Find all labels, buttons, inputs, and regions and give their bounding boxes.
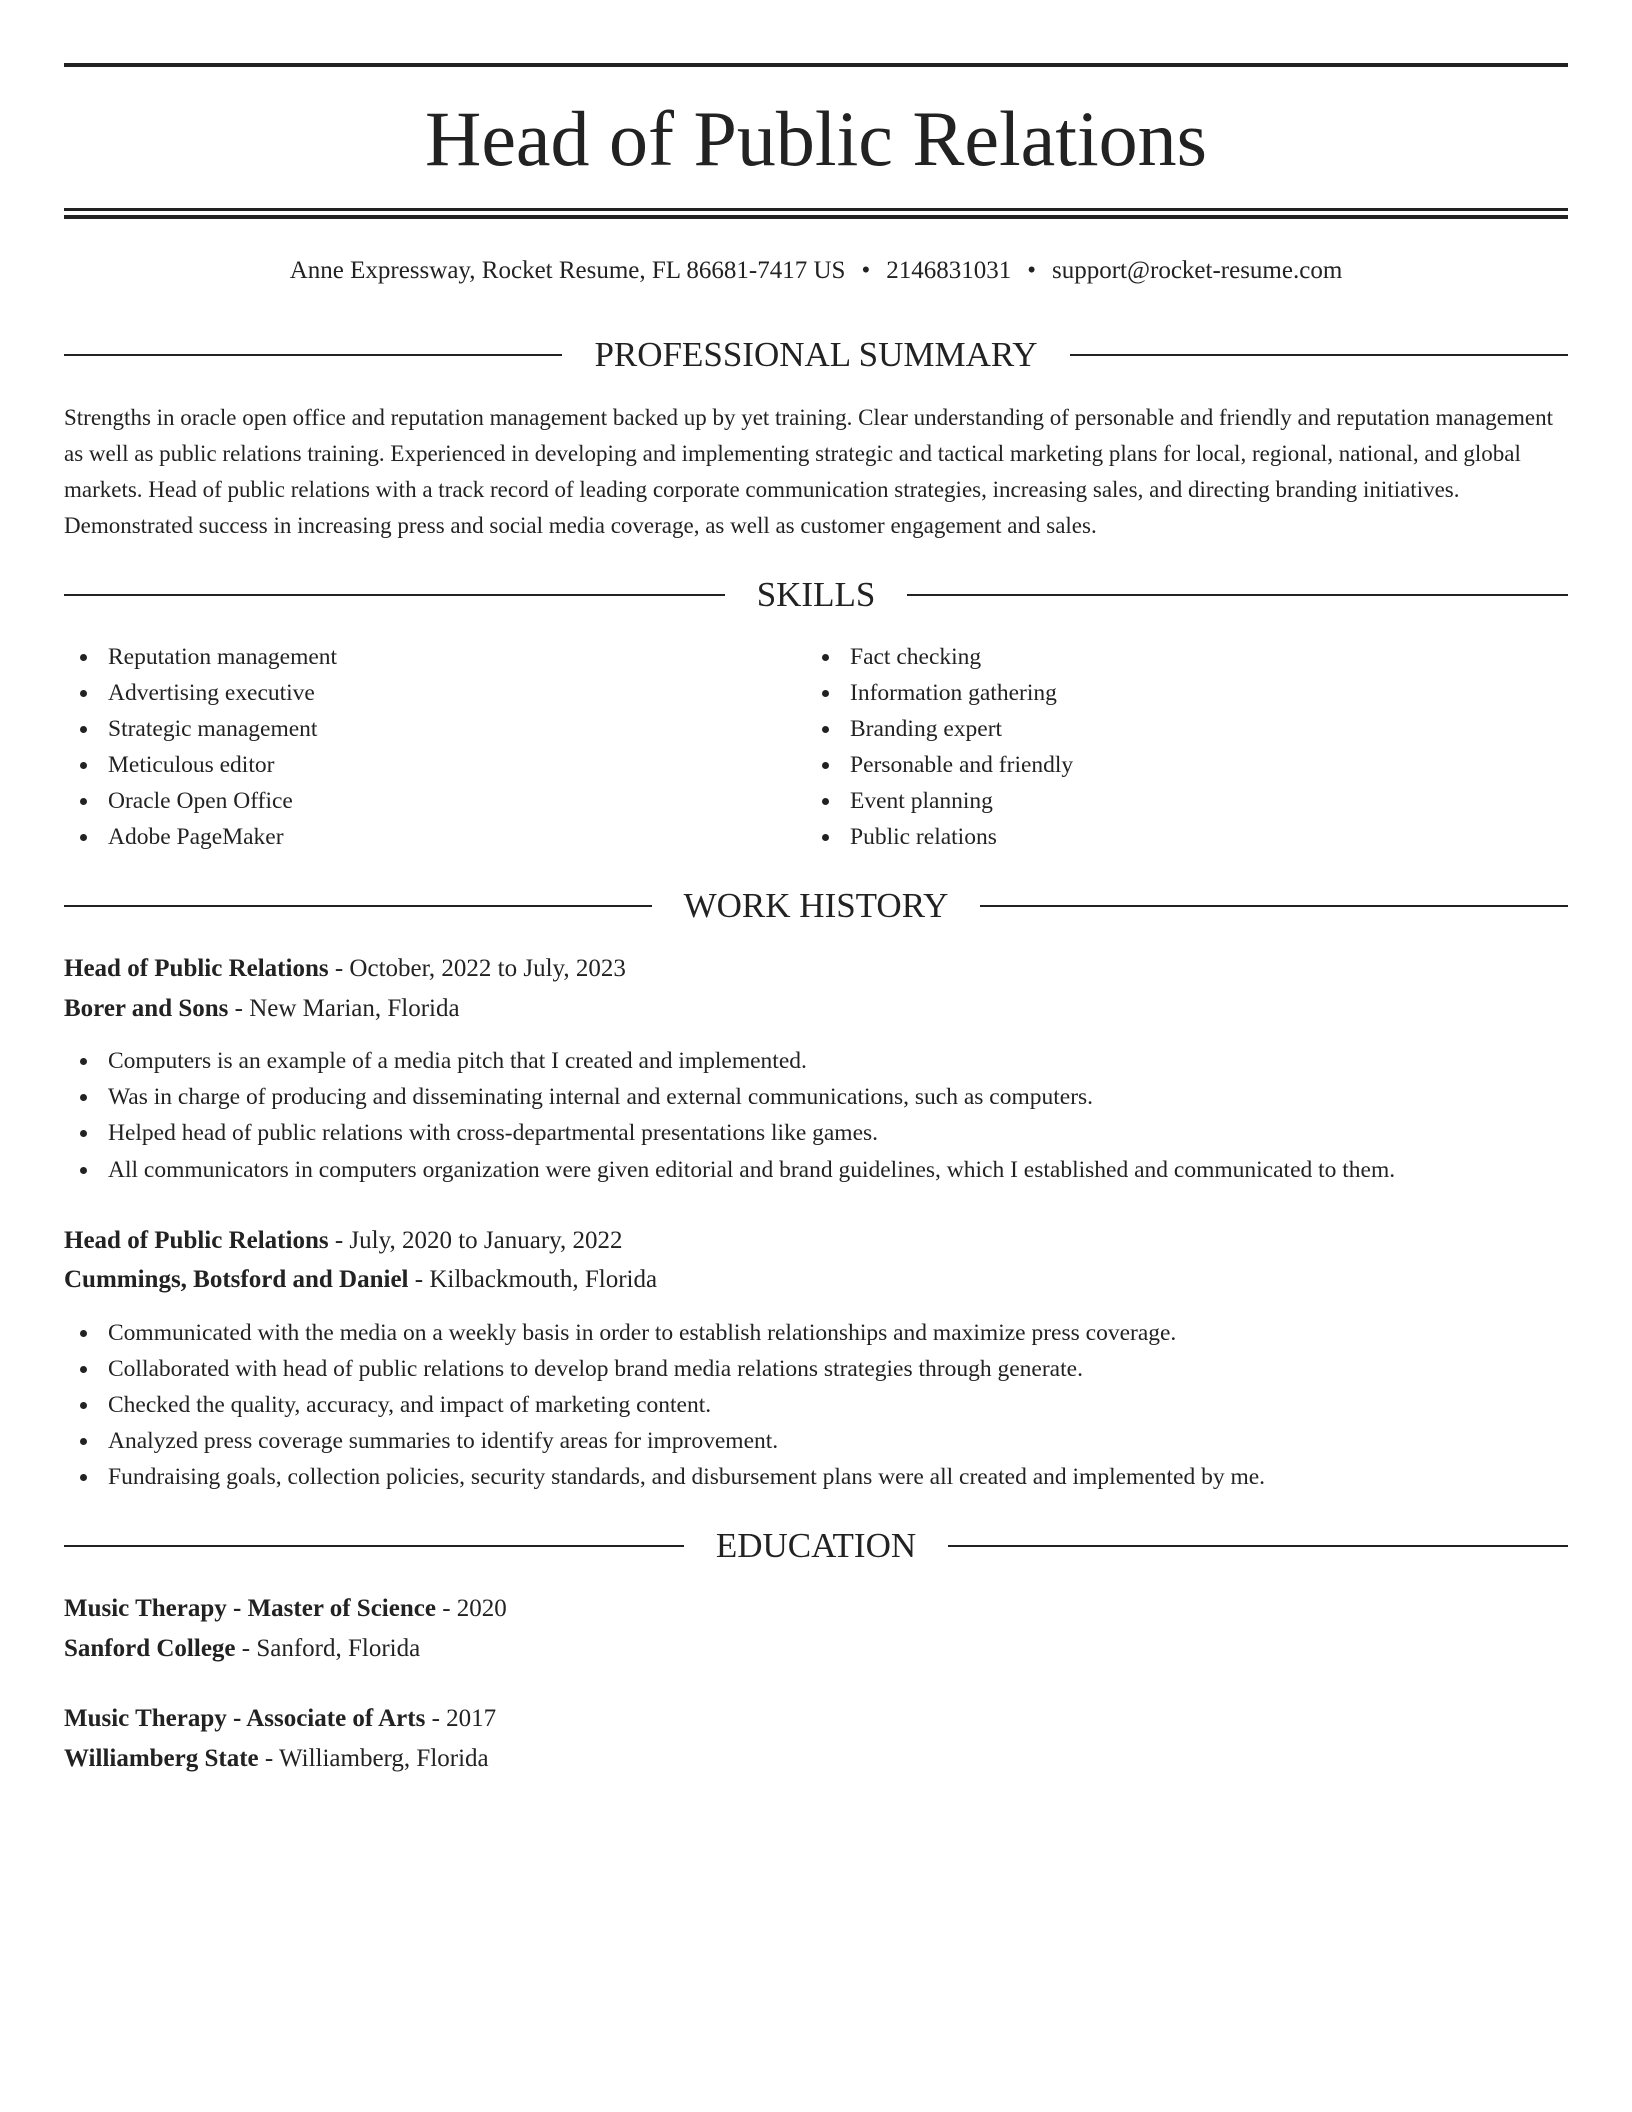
skill-item: Meticulous editor (64, 747, 764, 783)
skill-item: Oracle Open Office (64, 783, 764, 819)
job-bullet: Computers is an example of a media pitch that I created and implemented. (64, 1043, 1568, 1079)
school-name: Williamberg State (64, 1745, 259, 1772)
heading-rule-right (907, 594, 1568, 596)
skills-column-right (806, 639, 1506, 855)
job-location: - New Marian, Florida (228, 995, 460, 1022)
degree-name: Music Therapy - Associate of Arts (64, 1705, 426, 1732)
skills-heading-label: SKILLS (756, 575, 876, 614)
contact-phone: 2146831031 (886, 257, 1012, 284)
contact-address: Anne Expressway, Rocket Resume, FL 86681-7417 US (289, 257, 846, 284)
job-title: Head of Public Relations (64, 955, 329, 982)
heading-rule-left (64, 905, 652, 907)
skill-item: Public relations (806, 819, 1506, 855)
job-bullets (64, 1315, 1568, 1495)
skills-heading (64, 573, 1568, 617)
degree-line (64, 1590, 1568, 1628)
job-title-line (64, 950, 1568, 988)
heading-rule-left (64, 1545, 684, 1547)
skills-column-left (64, 639, 764, 855)
title-rule-upper (64, 208, 1568, 211)
heading-rule-right (980, 905, 1568, 907)
summary-heading-label: PROFESSIONAL SUMMARY (594, 335, 1038, 374)
job-dates: - July, 2020 to January, 2022 (328, 1227, 623, 1254)
skill-item: Adobe PageMaker (64, 819, 764, 855)
skill-item: Strategic management (64, 711, 764, 747)
skill-item: Advertising executive (64, 675, 764, 711)
work-heading (64, 884, 1568, 928)
job-bullets (64, 1043, 1568, 1188)
job-bullet: Checked the quality, accuracy, and impact of marketing content. (64, 1387, 1568, 1423)
job-bullet: All communicators in computers organization were given editorial and brand guidelines, which I established and communicated to them. (64, 1152, 1568, 1188)
job-bullet: Was in charge of producing and disseminating internal and external communications, such as computers. (64, 1079, 1568, 1115)
job-bullet: Communicated with the media on a weekly basis in order to establish relationships and maximize press coverage. (64, 1315, 1568, 1351)
school-name: Sanford College (64, 1635, 236, 1662)
contact-separator: • (861, 257, 871, 284)
school-location: - Williamberg, Florida (258, 1745, 489, 1772)
school-line (64, 1740, 1568, 1778)
job-company-line (64, 1261, 1568, 1299)
resume-title: Head of Public Relations (424, 95, 1208, 182)
job-location: - Kilbackmouth, Florida (408, 1266, 658, 1293)
job-title: Head of Public Relations (64, 1227, 329, 1254)
degree-name: Music Therapy - Master of Science (64, 1595, 436, 1622)
top-rule (64, 63, 1568, 67)
job-company: Borer and Sons (64, 995, 229, 1022)
job-bullet: Helped head of public relations with cross-departmental presentations like games. (64, 1115, 1568, 1151)
heading-rule-left (64, 594, 725, 596)
school-location: - Sanford, Florida (235, 1635, 421, 1662)
skill-item: Reputation management (64, 639, 764, 675)
job-company: Cummings, Botsford and Daniel (64, 1266, 409, 1293)
skill-item: Information gathering (806, 675, 1506, 711)
heading-rule-left (64, 354, 562, 356)
summary-heading (64, 333, 1568, 377)
degree-line (64, 1700, 1568, 1738)
work-heading-label: WORK HISTORY (683, 886, 949, 925)
contact-line (64, 255, 1568, 287)
job-bullet: Fundraising goals, collection policies, security standards, and disbursement plans were all created and implemented by me. (64, 1459, 1568, 1495)
contact-email: support@rocket-resume.com (1051, 257, 1343, 284)
degree-year: - 2020 (435, 1595, 507, 1622)
job-dates: - October, 2022 to July, 2023 (328, 955, 626, 982)
job-bullet: Collaborated with head of public relations to develop brand media relations strategies through generate. (64, 1351, 1568, 1387)
school-line (64, 1630, 1568, 1668)
job-title-line (64, 1222, 1568, 1260)
education-heading (64, 1524, 1568, 1568)
skill-item: Event planning (806, 783, 1506, 819)
skill-item: Fact checking (806, 639, 1506, 675)
skill-item: Branding expert (806, 711, 1506, 747)
job-company-line (64, 990, 1568, 1028)
summary-text: Strengths in oracle open office and reputation management backed up by yet training. Clear understanding of personable and friendly and reputation management as well as public relations training. Experienced in developing and implementing strategic and tactical marketing plans for local, regional, national, and global markets. Head of public relations with a track record of leading corporate communication strategies, increasing sales, and directing branding initiatives. Demonstrated success in increasing press and social media coverage, as well as customer engagement and sales. (64, 405, 1553, 538)
title-rule-lower (64, 215, 1568, 219)
heading-rule-right (948, 1545, 1568, 1547)
skill-item: Personable and friendly (806, 747, 1506, 783)
contact-separator: • (1027, 257, 1036, 284)
education-heading-label: EDUCATION (715, 1526, 917, 1565)
heading-rule-right (1070, 354, 1568, 356)
job-bullet: Analyzed press coverage summaries to identify areas for improvement. (64, 1423, 1568, 1459)
degree-year: - 2017 (425, 1705, 497, 1732)
